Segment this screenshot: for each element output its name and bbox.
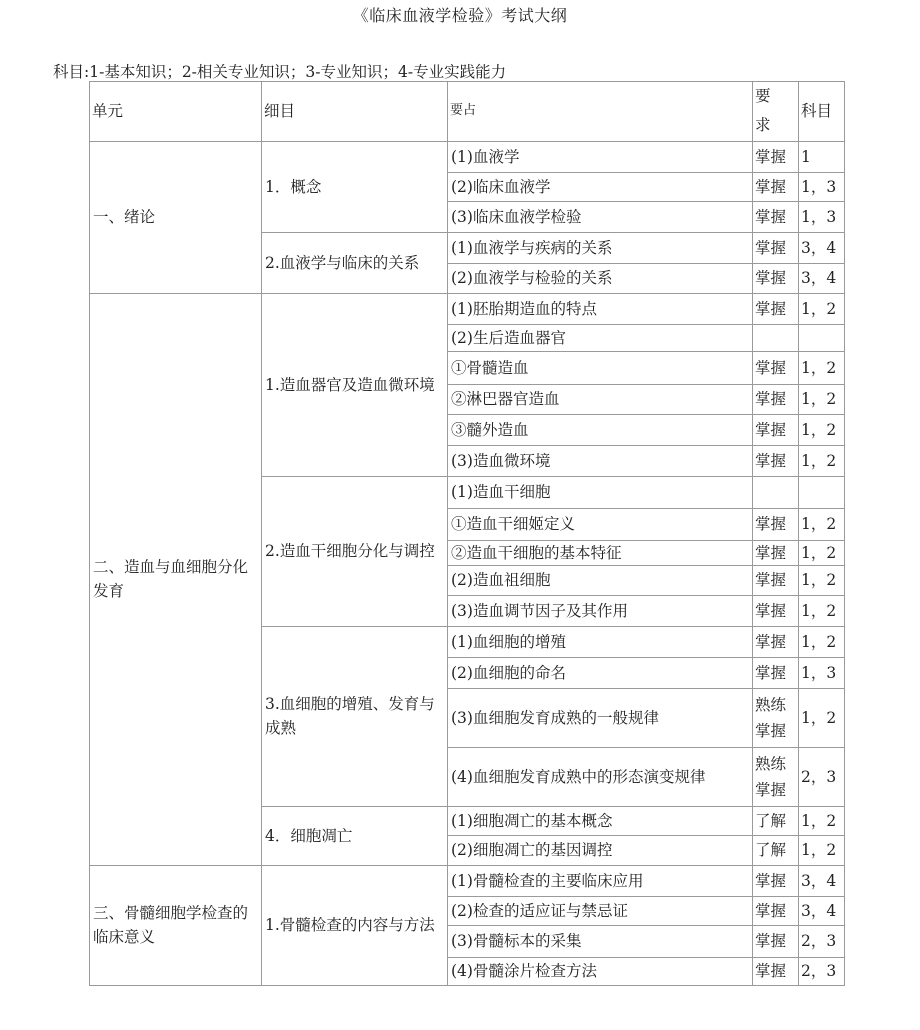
requirement-cell: 熟练掌握 bbox=[753, 747, 799, 806]
requirement-cell: 掌握 bbox=[753, 384, 799, 414]
requirement-cell: 掌握 bbox=[753, 414, 799, 445]
point-cell: (2)检查的适应证与禁忌证 bbox=[448, 896, 753, 925]
requirement-cell: 掌握 bbox=[753, 232, 799, 263]
subject-cell: 2，3 bbox=[799, 747, 845, 806]
requirement-cell: 掌握 bbox=[753, 445, 799, 476]
point-cell: ①骨髓造血 bbox=[448, 351, 753, 384]
subject-cell: 3，4 bbox=[799, 263, 845, 293]
point-cell: (2)生后造血器官 bbox=[448, 324, 753, 351]
unit-cell: 三、骨髓细胞学检查的临床意义 bbox=[90, 865, 262, 985]
requirement-cell: 掌握 bbox=[753, 508, 799, 540]
requirement-cell: 掌握 bbox=[753, 657, 799, 688]
point-cell: (2)造血祖细胞 bbox=[448, 565, 753, 595]
subject-cell: 1 bbox=[799, 141, 845, 172]
subject-cell bbox=[799, 324, 845, 351]
point-cell: (3)造血微环境 bbox=[448, 445, 753, 476]
subject-cell: 1，3 bbox=[799, 172, 845, 201]
subunit-cell: 3.血细胞的增殖、发育与成熟 bbox=[262, 626, 448, 806]
subject-cell: 1，2 bbox=[799, 806, 845, 835]
subunit-cell: 1．概念 bbox=[262, 141, 448, 232]
point-cell: ②淋巴器官造血 bbox=[448, 384, 753, 414]
requirement-cell: 掌握 bbox=[753, 141, 799, 172]
point-cell: (1)造血干细胞 bbox=[448, 476, 753, 508]
requirement-cell: 掌握 bbox=[753, 957, 799, 985]
point-cell: (3)骨髓标本的采集 bbox=[448, 925, 753, 957]
requirement-cell: 掌握 bbox=[753, 263, 799, 293]
table-row bbox=[90, 865, 845, 896]
point-cell: (3)临床血液学检验 bbox=[448, 201, 753, 232]
syllabus-table bbox=[89, 81, 845, 986]
requirement-cell bbox=[753, 324, 799, 351]
header-subject: 科目 bbox=[799, 82, 845, 142]
document-title: 《临床血液学检验》考试大纲 bbox=[352, 6, 568, 25]
requirement-cell: 掌握 bbox=[753, 540, 799, 565]
subunit-cell: 1.造血器官及造血微环境 bbox=[262, 293, 448, 476]
point-cell: (3)造血调节因子及其作用 bbox=[448, 595, 753, 626]
point-cell: ②造血干细胞的基本特征 bbox=[448, 540, 753, 565]
requirement-cell: 掌握 bbox=[753, 865, 799, 896]
subject-cell: 1，2 bbox=[799, 384, 845, 414]
subject-cell: 1，2 bbox=[799, 351, 845, 384]
syllabus-table-body bbox=[90, 82, 845, 986]
subject-legend: 科目:1-基本知识；2-相关专业知识；3-专业知识；4-专业实践能力 bbox=[53, 63, 507, 81]
point-cell: (1)细胞凋亡的基本概念 bbox=[448, 806, 753, 835]
subunit-cell: 4．细胞凋亡 bbox=[262, 806, 448, 865]
point-cell: (2)血液学与检验的关系 bbox=[448, 263, 753, 293]
unit-cell: 二、造血与血细胞分化发育 bbox=[90, 293, 262, 865]
requirement-cell: 掌握 bbox=[753, 595, 799, 626]
point-cell: (1)血液学与疾病的关系 bbox=[448, 232, 753, 263]
subject-cell: 1，2 bbox=[799, 835, 845, 865]
requirement-cell: 掌握 bbox=[753, 925, 799, 957]
point-cell: (1)骨髓检查的主要临床应用 bbox=[448, 865, 753, 896]
requirement-cell: 了解 bbox=[753, 806, 799, 835]
subject-cell: 3，4 bbox=[799, 896, 845, 925]
subject-cell: 3，4 bbox=[799, 865, 845, 896]
requirement-cell: 了解 bbox=[753, 835, 799, 865]
subject-cell: 1，2 bbox=[799, 595, 845, 626]
point-cell: ③髓外造血 bbox=[448, 414, 753, 445]
subject-cell: 2，3 bbox=[799, 925, 845, 957]
subject-cell: 1，2 bbox=[799, 414, 845, 445]
requirement-cell: 熟练掌握 bbox=[753, 688, 799, 747]
header-unit: 单元 bbox=[90, 82, 262, 142]
subject-cell: 1，2 bbox=[799, 445, 845, 476]
requirement-cell: 掌握 bbox=[753, 351, 799, 384]
point-cell: (1)血细胞的增殖 bbox=[448, 626, 753, 657]
table-row bbox=[90, 293, 845, 324]
requirement-cell: 掌握 bbox=[753, 293, 799, 324]
point-cell: ①造血干细姬定义 bbox=[448, 508, 753, 540]
point-cell: (4)血细胞发育成熟中的形态演变规律 bbox=[448, 747, 753, 806]
subject-cell: 3，4 bbox=[799, 232, 845, 263]
subject-cell: 1，2 bbox=[799, 508, 845, 540]
point-cell: (4)骨髓涂片检查方法 bbox=[448, 957, 753, 985]
requirement-cell: 掌握 bbox=[753, 565, 799, 595]
header-requirement-text: 要求 bbox=[755, 87, 771, 135]
subject-cell bbox=[799, 476, 845, 508]
subject-cell: 1，2 bbox=[799, 293, 845, 324]
point-cell: (1)血液学 bbox=[448, 141, 753, 172]
requirement-cell bbox=[753, 476, 799, 508]
requirement-cell: 掌握 bbox=[753, 172, 799, 201]
point-cell: (3)血细胞发育成熟的一般规律 bbox=[448, 688, 753, 747]
requirement-cell: 掌握 bbox=[753, 896, 799, 925]
point-cell: (2)临床血液学 bbox=[448, 172, 753, 201]
subject-cell: 1，2 bbox=[799, 540, 845, 565]
header-requirement bbox=[753, 82, 799, 142]
table-row bbox=[90, 141, 845, 172]
header-subunit: 细目 bbox=[262, 82, 448, 142]
requirement-cell: 掌握 bbox=[753, 201, 799, 232]
subject-cell: 1，3 bbox=[799, 657, 845, 688]
subject-cell: 2，3 bbox=[799, 957, 845, 985]
point-cell: (2)细胞凋亡的基因调控 bbox=[448, 835, 753, 865]
subject-cell: 1，3 bbox=[799, 201, 845, 232]
subject-cell: 1，2 bbox=[799, 626, 845, 657]
unit-cell: 一、绪论 bbox=[90, 141, 262, 293]
requirement-cell: 掌握 bbox=[753, 626, 799, 657]
table-header-row bbox=[90, 82, 845, 142]
point-cell: (1)胚胎期造血的特点 bbox=[448, 293, 753, 324]
subunit-cell: 1.骨髓检查的内容与方法 bbox=[262, 865, 448, 985]
header-point: 要占 bbox=[448, 82, 753, 142]
subject-cell: 1，2 bbox=[799, 565, 845, 595]
subject-cell: 1，2 bbox=[799, 688, 845, 747]
point-cell: (2)血细胞的命名 bbox=[448, 657, 753, 688]
subunit-cell: 2.造血干细胞分化与调控 bbox=[262, 476, 448, 626]
subunit-cell: 2.血液学与临床的关系 bbox=[262, 232, 448, 293]
